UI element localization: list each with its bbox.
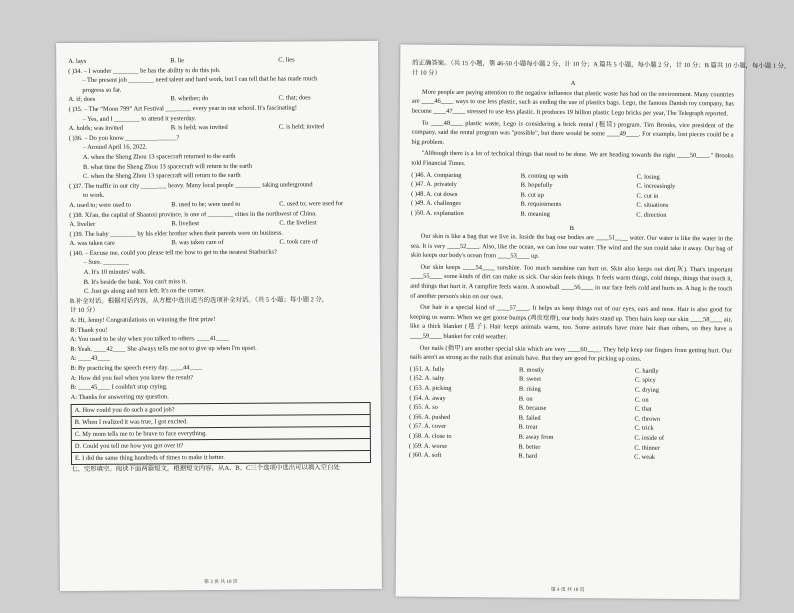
option-text: ( )56. A. pushed <box>409 413 451 421</box>
option-text: ( )59. A. worse <box>408 442 448 450</box>
question-line: to work. <box>83 192 105 200</box>
question-line: A. when the Sheng Zhou 13 spacecraft returned to the earth <box>82 152 236 161</box>
question-line: B: Thank you! <box>70 326 108 334</box>
question-line: B.补全对话。根据对话内容，从方框中选出适当的选项补全对话。（共 5 小题；每小题 2 分， <box>69 296 329 305</box>
question-line: – The present job ________ need talent and hard work, but I can tell that he has made much <box>82 75 318 85</box>
option-text: ( )51. A. fully <box>409 365 445 373</box>
option-text: ( )48. A. cut down <box>411 190 458 198</box>
option-text: C. inside of <box>634 434 665 442</box>
option-text: B. used to be; were used to <box>171 200 241 209</box>
option-text: B. on <box>518 395 533 403</box>
question-line: B: Yeah. ____42____ She always tells me not to give up when I'm upset. <box>70 344 257 353</box>
option-text: A. holds; was invited <box>68 124 124 133</box>
right-page-content <box>408 59 791 464</box>
option-text: B. sweet <box>518 375 542 384</box>
option-text: B. meaning <box>520 210 550 218</box>
option-text: B. rising <box>518 385 541 393</box>
question-line: ( )40. – Excuse me, could you please tell me how to get to the nearest Starbucks? <box>69 248 277 257</box>
option-text: B. mostly <box>519 366 544 374</box>
option-text: B. away from <box>518 433 554 441</box>
passage-a-paragraph-1: More people are paying attention to the negative influence that plastic waste has had on the environment. Many countries are ____46____ ways to use less plastic, such as ending the use of plastics bags. Lego, the famous Danish toy company, has become ____47____ stressed to use less plastic. It produces 19 billion plastic Lego bricks per year, The Telegraph reported. <box>411 88 735 118</box>
option-text: C. that <box>634 405 652 413</box>
passage-a-paragraph-3: "Although there is a lot of technical things that need to be done. We are heading towards the right ____50____." Brooks told Financial Times. <box>411 150 734 168</box>
question-line: ( )39. The baby ________ by his elder brother when their parents were on business. <box>69 229 284 238</box>
option-text: C. spicy <box>634 376 656 385</box>
option-text: A. if; does <box>68 96 96 104</box>
option-text: C. the liveliest <box>279 219 317 227</box>
passage-b-paragraph-2: Our skin keeps ____54____ sunshine. Too much sunshine can hurt us. Skin also keeps out dirt(灰). That's important ____55____ some kinds of dirt can make us sick. Our skin feels things. It feels warm things, cold things, things that touch it, and things that hurt it. A campfire feels warm. A snowball ____56____ in our face feels cold and hurts us. A hug is the touch of another person's skin on our own. <box>410 263 733 301</box>
passage-b-options <box>409 364 732 463</box>
option-text: B. whether; do <box>170 95 209 103</box>
option-text: ( )52. A. salty <box>409 375 445 383</box>
question-line: B. It's beside the bank. You can't miss it. <box>83 277 187 286</box>
option-text: C. on <box>634 396 649 404</box>
exam-page-right <box>396 45 791 600</box>
cloze-instruction: 七、完形填空。阅读下面两篇短文，根据短文内容，从A、B、C三个选项中选出可以填入空白处 <box>71 464 340 474</box>
dialogue-option: D. Could you tell me how you got over it? <box>72 439 370 453</box>
question-line: ( )37. The traffic in our city ________ heavy. Many local people ________ taking underground <box>69 181 313 190</box>
left-page-content <box>68 55 371 475</box>
passage-b-paragraph-4: Our nails (指甲) are another special skin which are very ____60____. They help keep our fingers from getting hurt. Our nails aren't as strong as the nails that animals have. But they are good for picking up coins. <box>409 344 732 363</box>
option-text: C. situations <box>636 201 669 210</box>
option-text: ( )47. A. privately <box>411 180 457 189</box>
dialogue-options-box <box>71 402 371 465</box>
option-text: C. increasingly <box>636 182 676 191</box>
page-footer-right: 第 4 页 共 10 页 <box>550 587 585 594</box>
option-text: C. direction <box>636 211 667 219</box>
option-text: B. lie <box>170 57 185 65</box>
option-text: C. used to; were used for <box>279 200 344 208</box>
option-text: C. weak <box>634 453 656 461</box>
dialogue-option: E. I did the same thing hundreds of times to make it better. <box>74 454 225 463</box>
option-text: C. cut in <box>636 192 659 200</box>
question-line: ( )36. – Do you know ________________? <box>68 134 180 142</box>
option-text: A. livelier <box>69 220 96 229</box>
passage-b-paragraph-1: Our skin is like a bag that we live in. Inside the bag our bodies are ____51____ water. Our water is like the water in the sea. It is very ____52____. Also, like the ocean, we can lose our water. The wind and the sun could take it away. Our bag of skin keeps our body's ocean from ____53____ up. <box>410 232 733 261</box>
option-text: C. thinner <box>634 444 660 452</box>
passage-b-heading: B <box>569 224 574 232</box>
question-line: C. Just go along and turn left. It's on the corner. <box>83 287 206 296</box>
left-question-lines <box>68 55 370 402</box>
option-text: ( )49. A. challenges <box>410 199 461 208</box>
question-line: C. when the Sheng Zhou 13 spacecraft will return to the earth <box>82 171 241 181</box>
option-text: B. hopefully <box>520 181 553 189</box>
option-text: A. used to; were used to <box>69 201 132 209</box>
question-line: ( )38. Xi'an, the capital of Shaanxi province, is one of ________ cities in the northwest of China. <box>69 209 317 219</box>
option-text: B. coming up with <box>520 172 569 180</box>
option-text: B. better <box>518 443 541 451</box>
option-text: C. drying <box>634 386 659 394</box>
passage-a-options <box>411 170 733 221</box>
option-text: ( )57. A. cover <box>409 422 447 431</box>
option-text: B. liveliest <box>171 220 200 228</box>
question-line: – Sure. ________ <box>83 259 129 267</box>
option-text: ( )53. A. picking <box>409 384 452 392</box>
option-row <box>409 451 731 463</box>
option-text: C. hardly <box>634 367 659 375</box>
question-line: A: Thanks for answering my question. <box>70 393 169 401</box>
dialogue-option: A. How could you do such a good job? <box>72 403 370 417</box>
option-text: ( )60. A. soft <box>408 451 442 460</box>
question-line: B: By practicing the speech every day. ____44____ <box>70 364 203 373</box>
option-text: B. requirements <box>520 200 562 209</box>
option-text: C. losing <box>636 173 660 181</box>
option-text: B. failed <box>518 414 541 422</box>
option-text: B. is held; was invited <box>170 124 228 132</box>
question-line: ( )34. – I wonder ________ he has the ability to do this job. <box>68 66 221 75</box>
question-line: A: Hi, Jenny! Congratulations on winning the first prize! <box>70 316 216 325</box>
option-text: C. is held; invited <box>278 123 325 131</box>
option-text: C. trick <box>634 424 654 433</box>
option-text: ( )46. A. comparing <box>411 171 462 179</box>
option-text: C. that; does <box>278 94 311 102</box>
dialogue-option: C. My mom tells me to be brave to face everything. <box>72 427 370 441</box>
question-line: ( )35. – The “Moon 799” Art Festival ________ every year in our school. It's fascinating! <box>68 104 297 114</box>
question-line: – Around April 16, 2022. <box>82 143 148 152</box>
question-line: A: How did you feel when you knew the result? <box>70 373 194 382</box>
option-text: B. hard <box>518 452 538 460</box>
question-line: B. what time the Sheng Zhou 13 spacecraft will return to the earth <box>82 162 253 171</box>
dialogue-option: B. When I realized it was true, I got excited. <box>72 415 370 429</box>
passage-b-paragraph-3: Our hair is a special kind of ____57____. It helps us keep things out of our eyes, ears and nose. Hair is also good for keeping us warm. When we get goose bumps (鸡皮疙瘩), our body hairs stand up. Then hairs keep our skin ____58____ air, like a thick blanket (毯子). Hair keeps animals warm, too. Some animals have more hair than others, so they have a ____59____ blanket for cold weather. <box>409 303 733 341</box>
option-text: C. lies <box>278 56 295 64</box>
question-line: A: ____43____ <box>70 355 111 363</box>
option-text: ( )54. A. away <box>409 394 446 402</box>
option-text: A. lays <box>68 57 87 66</box>
exam-page-left <box>56 41 382 591</box>
option-text: B. because <box>518 404 547 412</box>
question-line: A: You used to be shy when you talked to others. ____41____ <box>70 335 230 344</box>
option-text: ( )50. A. explanation <box>410 209 464 217</box>
option-text: ( )58. A. close to <box>408 432 452 440</box>
question-line: – Yes, and I ________ to attend it yesterday. <box>82 114 197 123</box>
question-line: 计 10 分） <box>69 307 99 315</box>
question-line: B: ____45____ I couldn't stop crying. <box>70 383 168 392</box>
option-text: C. took care of <box>279 238 318 246</box>
option-text: B. cut up <box>520 191 544 199</box>
question-line: progress so far. <box>82 86 122 94</box>
page-footer-left: 第 3 页 共 10 页 <box>203 579 238 586</box>
intro-line-2: 计 10 分） <box>412 69 441 77</box>
option-text: A. was taken care <box>69 240 115 248</box>
option-text: B. treat <box>518 423 538 432</box>
question-line: A. It's 10 minutes' walk. <box>83 268 146 277</box>
intro-line-1: 的正确答案。（共 15 小题，第 46-50 小题每小题 2 分，计 10 分；A 篇共 5 小题，每小题 2 分，计 10 分；B 篇共 10 小题，每小题 1 分， <box>412 59 791 70</box>
option-text: C. thrown <box>634 415 661 423</box>
passage-a-paragraph-2: To ____48____ plastic waste, Lego is considering a brick rental (租赁) program. Tim Brooks, vice president of the company, said the rental program was "possible", but there would be some ____49____. For example, lost pieces could be a big problem. <box>411 119 734 146</box>
option-text: B. was taken care of <box>171 239 224 247</box>
option-text: ( )55. A. so <box>409 403 438 412</box>
passage-a-heading: A <box>570 80 576 88</box>
